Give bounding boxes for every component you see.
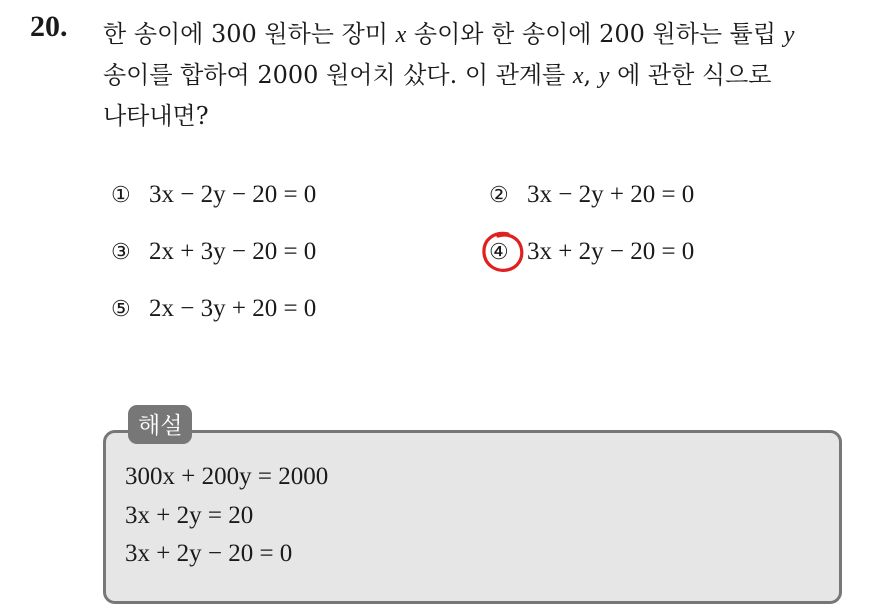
- answer-mark-circle: [478, 228, 528, 276]
- question-text-part: 송이를 합하여 2000 원어치 샀다. 이 관계를: [103, 61, 573, 89]
- question-line-3: 나타내면?: [103, 102, 209, 130]
- question-text-part: ,: [583, 61, 599, 89]
- question-number: 20.: [30, 10, 68, 43]
- solution-tab: 해설: [128, 405, 192, 444]
- solution-line-1: 300x + 200y = 2000: [125, 463, 329, 490]
- choice-number: ③: [111, 240, 131, 265]
- question-line-1: [103, 14, 863, 55]
- solution-line-2: 3x + 2y = 20: [125, 502, 254, 529]
- choice-number: ①: [111, 183, 131, 208]
- variable-y: y: [598, 63, 610, 89]
- choice-number: ②: [489, 183, 509, 208]
- question-line-2: [103, 55, 863, 96]
- choice-expression: 3x − 2y − 20 = 0: [149, 181, 317, 208]
- choice-expression: 2x + 3y − 20 = 0: [149, 238, 317, 265]
- question-text-part: 에 관한 식으로: [609, 61, 772, 89]
- choice-5[interactable]: [111, 295, 316, 323]
- choice-2[interactable]: [489, 181, 694, 209]
- question-text: [103, 14, 863, 136]
- choice-1[interactable]: [111, 181, 316, 209]
- variable-x: x: [572, 63, 584, 89]
- choice-3[interactable]: [111, 238, 316, 266]
- choice-expression: 3x − 2y + 20 = 0: [527, 181, 695, 208]
- question-text-part: 한 송이에 300 원하는 장미: [103, 20, 396, 48]
- variable-x: x: [395, 22, 407, 48]
- choice-expression: 3x + 2y − 20 = 0: [527, 238, 695, 265]
- choice-expression: 2x − 3y + 20 = 0: [149, 295, 317, 322]
- question-text-part: 송이와 한 송이에 200 원하는 튤립: [406, 20, 784, 48]
- choice-number: ⑤: [111, 297, 131, 322]
- variable-y: y: [783, 22, 795, 48]
- solution-line-3: 3x + 2y − 20 = 0: [125, 540, 293, 567]
- choice-number: ④: [489, 240, 509, 265]
- answer-mark-stroke: [484, 233, 522, 270]
